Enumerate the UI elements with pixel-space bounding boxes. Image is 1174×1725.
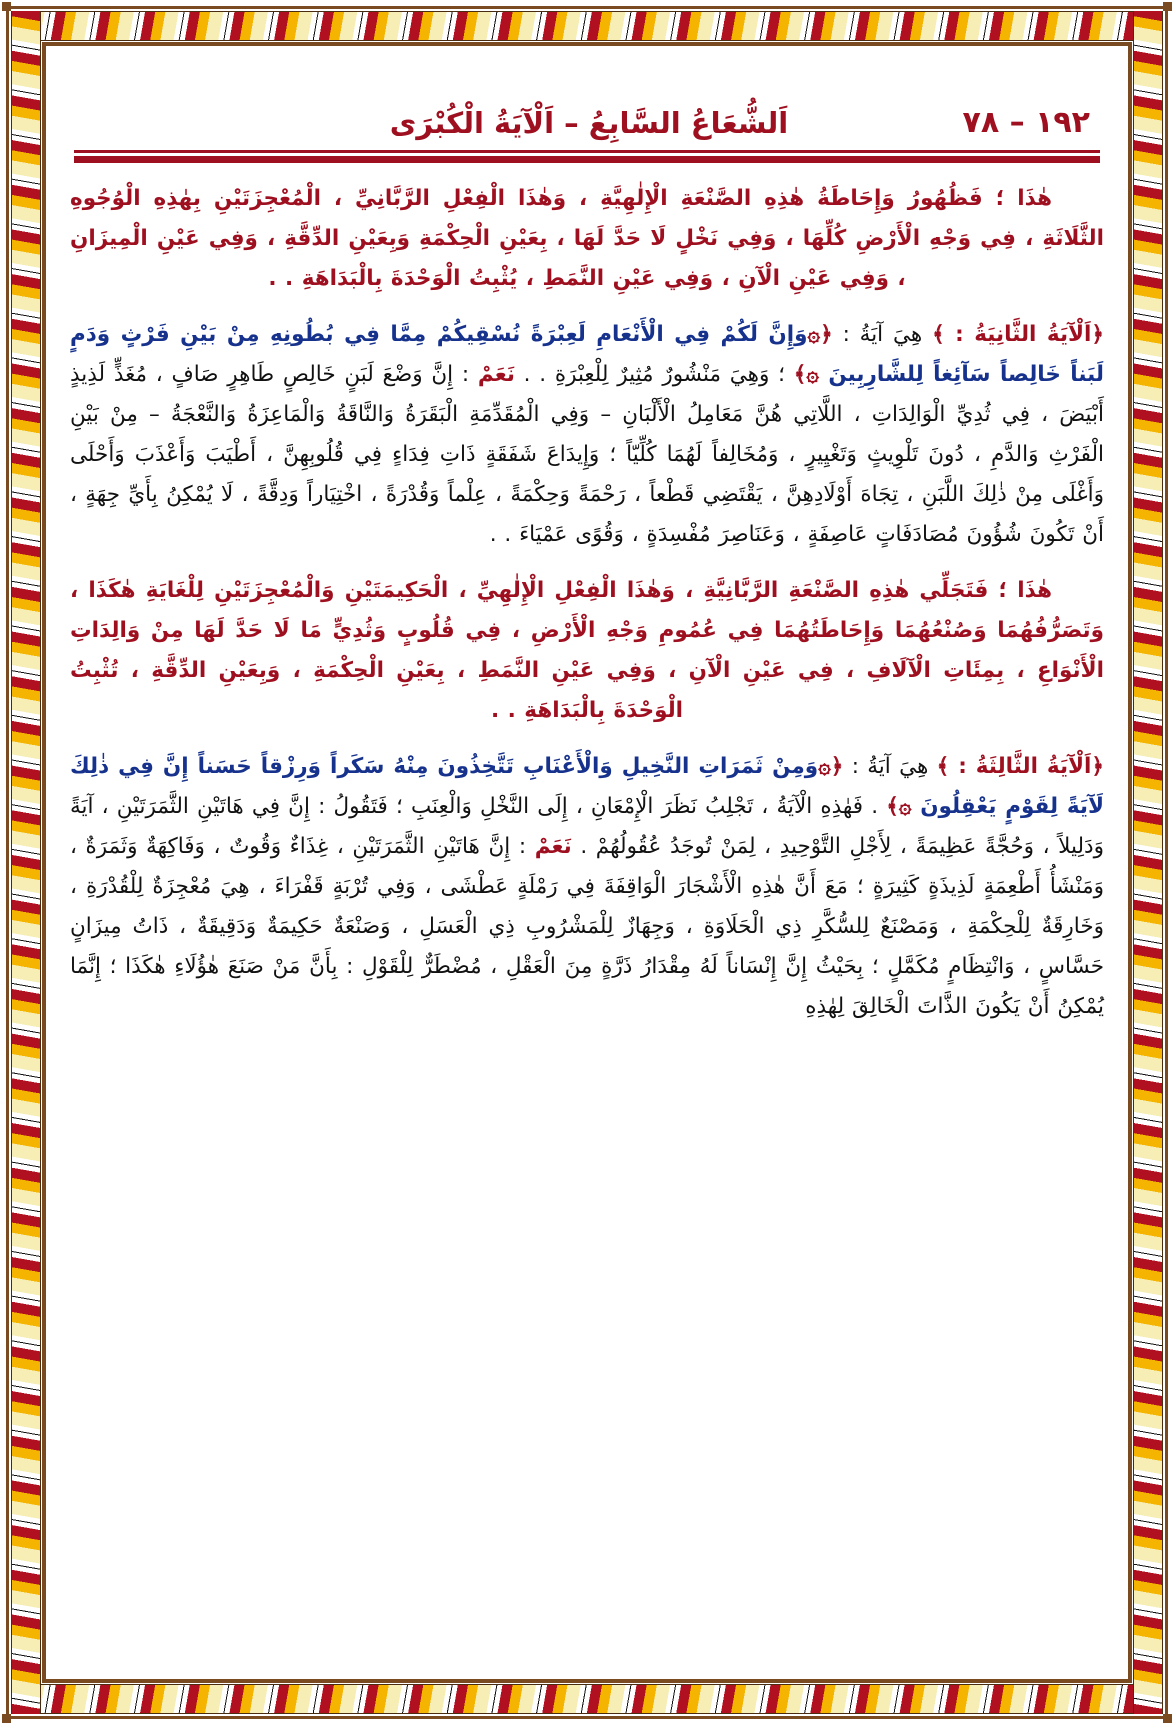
- text-run-red-5: ۞: [806, 362, 829, 387]
- text-run-black-9: : إِنَّ وَضْعَ لَبَنٍ خَالِصٍ طَاهِرٍ صَافٍ ، مُغَذٍّ لَذِيذٍ أَبْيَضَ ، فِي ثُدِيِّ الْوَالِدَاتِ ، اللَّاتِي هُنَّ مَعَامِلُ الْأَلْبَانِ – وَفِي الْمُقَدِّمَةِ الْبَقَرَةُ وَالنَّاقَةُ وَالْمَاعِزَةُ وَالنَّعْجَةُ – مِنْ بَيْنِ الْفَرْثِ وَالدَّمِ ، دُونَ تَلْوِيثٍ وَتَغْيِيرٍ ، وَمُخَالِفاً لَهُمَا كُلِّيّاً ؛ وَإِيدَاعَ شَفَقَةٍ ذَاتِ فِدَاءٍ فِي قُلُوبِهِنَّ ، أَطْيَبَ وَأَعْذَبَ وَأَحْلَى وَأَغْلَى مِنْ ذٰلِكَ اللَّبَنِ ، تِجَاهَ أَوْلَادِهِنَّ ، يَقْتَضِي قَطْعاً ، رَحْمَةً وَحِكْمَةً ، عِلْماً وَقُدْرَةً ، اخْتِيَاراً وَدِقَّةً ، لَا يُمْكِنُ بِأَيِّ جِهَةٍ ، أَنْ تَكُونَ شُؤُونَ مُصَادَفَاتٍ عَاصِفَةٍ ، وَعَنَاصِرَ مُفْسِدَةٍ ، وَقُوًى عَمْيَاءَ . .: [70, 362, 1104, 547]
- paragraph-2: [70, 315, 1104, 555]
- ornamental-border-left: [11, 11, 41, 1714]
- text-run-black-7: . فَهٰذِهِ الْآيَةُ ، تَجْلِبُ نَظَرَ الْإِمْعَانِ ، إِلَى النَّخْلِ وَالْعِنَبِ ؛ فَتَقُولُ : إِنَّ فِي هَاتَيْنِ الثَّمَرَتَيْنِ ، آيَةً وَدَلِيلاً ، وَحُجَّةً عَظِيمَةً ، لِأَجْلِ التَّوْحِيدِ ، لِمَنْ تُوجَدُ عُقُولُهُمْ .: [70, 794, 1104, 859]
- text-run-red-3: ۞: [807, 322, 821, 347]
- body-text: [70, 179, 1104, 1027]
- corner-ornament-bottom-left: [2, 1714, 11, 1723]
- ornamental-border-top: [11, 11, 1163, 41]
- page-content: [52, 52, 1122, 1673]
- corner-ornament-bottom-right: [1163, 1714, 1172, 1723]
- text-run-red-6: ﴾: [886, 794, 899, 819]
- text-run-blue-4: وَمِنْ ثَمَرَاتِ النَّخِيلِ وَالْأَعْنَابِ تَتَّخِذُونَ مِنْهُ سَكَراً وَرِزْقاً حَسَناً إِنَّ فِي ذٰلِكَ لَآيَةً لِقَوْمٍ يَعْقِلُونَ: [70, 754, 1104, 819]
- paragraph-1: هٰذَا ؛ فَظُهُورُ وَإِحَاطَةُ هٰذِهِ الصَّنْعَةِ الْإِلٰهِيَّةِ ، وَهٰذَا الْفِعْلِ الرَّبَّانِيِّ ، الْمُعْجِزَتَيْنِ بِهٰذِهِ الْوُجُوهِ الثَّلَاثَةِ ، فِي وَجْهِ الْأَرْضِ كُلِّهَا ، وَفِي نَخْلٍ لَا حَدَّ لَهَا ، بِعَيْنِ الْحِكْمَةِ وَبِعَيْنِ الدِّقَّةِ ، وَفِي عَيْنِ الْمِيزَانِ ، وَفِي عَيْنِ الْآنِ ، وَفِي عَيْنِ النَّمَطِ ، يُثْبِتُ الْوَحْدَةَ بِالْبَدَاهَةِ . .: [70, 186, 1104, 291]
- text-run-black-9: : إِنَّ هَاتَيْنِ الثَّمَرَتَيْنِ ، غِذَاءٌ وَقُوتٌ ، وَفَاكِهَةٌ وَثَمَرَةٌ ، وَمَنْشَأُ أَطْعِمَةٍ لَذِيذَةٍ كَثِيرَةٍ ؛ مَعَ أَنَّ هٰذِهِ الْأَشْجَارَ الْوَاقِفَةَ فِي رَمْلَةٍ عَطْشَى ، وَفِي تُرْبَةٍ قَفْرَاءَ ، هِيَ مُعْجِزَةٌ لِلْقُدْرَةِ ، وَخَارِقَةٌ لِلْحِكْمَةِ ، وَمَصْنَعٌ لِلسُّكَّرِ ذِي الْحَلَاوَةِ ، وَجِهَازٌ لِلْمَشْرُوبِ ذِي الْعَسَلِ ، وَصَنْعَةٌ حَكِيمَةٌ وَدَقِيقَةٌ ، ذَاتُ مِيزَانٍ حَسَّاسٍ ، وَانْتِظَامٍ مُكَمَّلٍ ؛ بِحَيْثُ إِنَّ إِنْسَاناً لَهُ مِقْدَارُ ذَرَّةٍ مِنَ الْعَقْلِ ، مُضْطَرٌّ لِلْقَوْلِ : بِأَنَّ مَنْ صَنَعَ هٰؤُلَاءِ هٰكَذَا ؛ إِنَّمَا يُمْكِنُ أَنْ يَكُونَ الذَّاتَ الْخَالِقَ لِهٰذِهِ: [70, 834, 1104, 1019]
- text-run-black-1: هِيَ آيَةُ :: [832, 322, 933, 347]
- text-run-red-8: نَعَمْ: [534, 834, 572, 859]
- paragraph-4: [70, 747, 1104, 1027]
- corner-ornament-top-right: [1163, 2, 1172, 11]
- text-run-red-3: ۞: [818, 754, 831, 779]
- text-run-red-5: ۞: [898, 794, 921, 819]
- text-run-red-2: ﴿: [820, 322, 833, 347]
- page-header: [70, 78, 1104, 140]
- header-divider-thin: [74, 150, 1100, 153]
- text-run-black-7: ؛ وَهِيَ مَنْشُورٌ مُثِيرٌ لِلْعِبْرَةِ . .: [514, 362, 794, 387]
- ornamental-border-bottom: [11, 1684, 1163, 1714]
- text-run-red-2: ﴿: [830, 754, 844, 779]
- corner-ornament-top-left: [2, 2, 11, 11]
- ornamental-border-right: [1133, 11, 1163, 1714]
- text-run-red-0: ﴿اَلْآيَةُ الثَّانِيَةُ : ﴾: [932, 322, 1104, 347]
- text-run-black-1: هِيَ آيَةُ :: [843, 754, 937, 779]
- text-run-blue-4: وَإِنَّ لَكُمْ فِي الْأَنْعَامِ لَعِبْرَةً نُسْقِيكُمْ مِمَّا فِي بُطُونِهِ مِنْ بَيْنِ فَرْثٍ وَدَمٍ لَبَناً خَالِصاً سَآئِغاً لِلشَّارِبِينَ: [70, 322, 1104, 387]
- text-run-red-8: نَعَمْ: [477, 362, 515, 387]
- page-number: ١٩٢ – ٧٨: [962, 105, 1090, 140]
- page-title: اَلشُّعَاعُ السَّابِعُ – اَلْآيَةُ الْكُبْرَى: [389, 106, 789, 140]
- text-run-red-0: ﴿اَلْآيَةُ الثَّالِثَةُ : ﴾: [936, 754, 1104, 779]
- text-run-red-6: ﴾: [793, 362, 807, 387]
- header-divider: [74, 146, 1100, 163]
- header-divider-thick: [74, 156, 1100, 163]
- paragraph-3: هٰذَا ؛ فَتَجَلِّي هٰذِهِ الصَّنْعَةِ الرَّبَّانِيَّةِ ، وَهٰذَا الْفِعْلِ الْإِلٰهِيِّ ، الْحَكِيمَتَيْنِ وَالْمُعْجِزَتَيْنِ لِلْغَايَةِ هٰكَذَا ، وَتَصَرُّفُهُمَا وَصُنْعُهُمَا وَإِحَاطَتُهُمَا فِي عُمُومِ وَجْهِ الْأَرْضِ ، فِي قُلُوبٍ وَثُدِيٍّ مَا لَا حَدَّ لَهَا مِنْ وَالِدَاتِ الْأَنْوَاعِ ، بِمِئَاتِ الْآلَافِ ، فِي عَيْنِ الْآنِ ، وَفِي عَيْنِ النَّمَطِ ، بِعَيْنِ الْحِكْمَةِ ، وَبِعَيْنِ الدِّقَّةِ ، تُثْبِتُ الْوَحْدَةَ بِالْبَدَاهَةِ . .: [70, 578, 1104, 723]
